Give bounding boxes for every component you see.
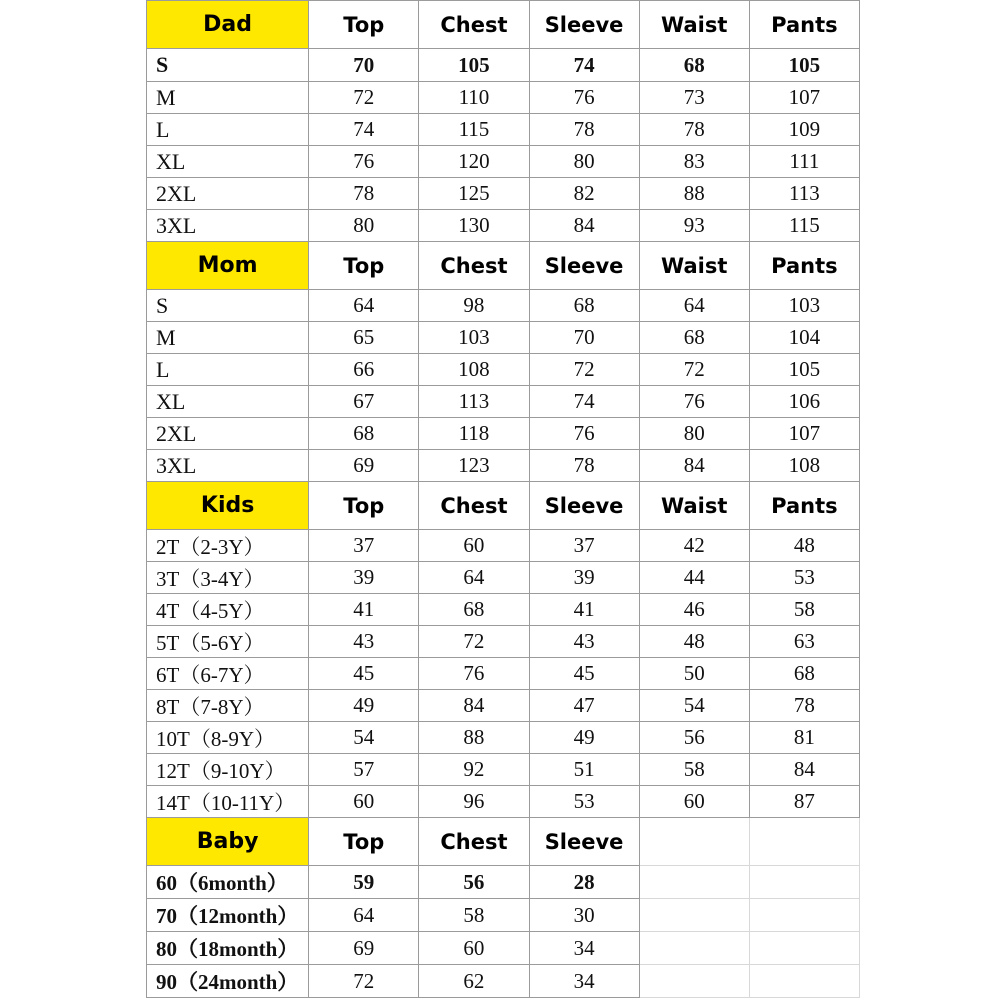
column-header-sleeve: Sleeve	[529, 818, 639, 866]
cell-sleeve: 80	[529, 146, 639, 178]
column-header-empty-1	[639, 818, 749, 866]
cell-pants: 111	[749, 146, 859, 178]
column-header-top: Top	[309, 1, 419, 49]
cell-chest: 96	[419, 786, 529, 818]
cell-sleeve: 74	[529, 49, 639, 82]
cell-sleeve: 78	[529, 114, 639, 146]
cell-chest: 105	[419, 49, 529, 82]
cell-waist: 64	[639, 290, 749, 322]
cell-sleeve: 78	[529, 450, 639, 482]
group-label-mom: Mom	[147, 242, 309, 290]
cell-sleeve: 45	[529, 658, 639, 690]
cell-pants: 84	[749, 754, 859, 786]
cell-top: 67	[309, 386, 419, 418]
column-header-sleeve: Sleeve	[529, 482, 639, 530]
cell-sleeve: 28	[529, 866, 639, 899]
cell-chest: 113	[419, 386, 529, 418]
cell-pants: 103	[749, 290, 859, 322]
table-row	[147, 899, 860, 932]
group-label-baby: Baby	[147, 818, 309, 866]
cell-top: 49	[309, 690, 419, 722]
cell-top: 54	[309, 722, 419, 754]
cell-top: 66	[309, 354, 419, 386]
cell-sleeve: 30	[529, 899, 639, 932]
cell-sleeve: 34	[529, 965, 639, 998]
cell-waist: 84	[639, 450, 749, 482]
cell-sleeve: 70	[529, 322, 639, 354]
cell-chest: 60	[419, 932, 529, 965]
column-header-chest: Chest	[419, 482, 529, 530]
row-label: XL	[147, 386, 309, 418]
cell-top: 41	[309, 594, 419, 626]
cell-waist: 88	[639, 178, 749, 210]
row-label: S	[147, 49, 309, 82]
table-row	[147, 754, 860, 786]
table-row	[147, 386, 860, 418]
cell-chest: 98	[419, 290, 529, 322]
cell-chest: 130	[419, 210, 529, 242]
cell-top: 45	[309, 658, 419, 690]
cell-top: 69	[309, 450, 419, 482]
row-label: 3XL	[147, 450, 309, 482]
cell-top: 64	[309, 899, 419, 932]
column-header-pants: Pants	[749, 482, 859, 530]
row-label: M	[147, 322, 309, 354]
cell-chest: 108	[419, 354, 529, 386]
row-label: 12T（9-10Y）	[147, 754, 309, 786]
row-label: 6T（6-7Y）	[147, 658, 309, 690]
cell-empty-1	[639, 899, 749, 932]
cell-top: 39	[309, 562, 419, 594]
cell-sleeve: 53	[529, 786, 639, 818]
table-row	[147, 178, 860, 210]
cell-chest: 115	[419, 114, 529, 146]
cell-pants: 68	[749, 658, 859, 690]
cell-pants: 108	[749, 450, 859, 482]
row-label: M	[147, 82, 309, 114]
cell-top: 74	[309, 114, 419, 146]
cell-chest: 118	[419, 418, 529, 450]
column-header-pants: Pants	[749, 242, 859, 290]
cell-top: 78	[309, 178, 419, 210]
cell-waist: 72	[639, 354, 749, 386]
section-header-kids	[147, 482, 860, 530]
table-row	[147, 786, 860, 818]
cell-waist: 93	[639, 210, 749, 242]
cell-waist: 68	[639, 322, 749, 354]
table-row	[147, 210, 860, 242]
column-header-pants: Pants	[749, 1, 859, 49]
cell-pants: 115	[749, 210, 859, 242]
cell-pants: 53	[749, 562, 859, 594]
group-label-kids: Kids	[147, 482, 309, 530]
row-label: L	[147, 354, 309, 386]
cell-pants: 107	[749, 82, 859, 114]
cell-chest: 60	[419, 530, 529, 562]
table-row	[147, 450, 860, 482]
column-header-waist: Waist	[639, 482, 749, 530]
cell-chest: 92	[419, 754, 529, 786]
cell-sleeve: 37	[529, 530, 639, 562]
row-label: 70（12month）	[147, 899, 309, 932]
table-row	[147, 690, 860, 722]
cell-pants: 113	[749, 178, 859, 210]
cell-top: 72	[309, 82, 419, 114]
cell-sleeve: 68	[529, 290, 639, 322]
cell-top: 70	[309, 49, 419, 82]
cell-pants: 105	[749, 354, 859, 386]
column-header-top: Top	[309, 242, 419, 290]
cell-sleeve: 74	[529, 386, 639, 418]
cell-pants: 107	[749, 418, 859, 450]
table-row	[147, 965, 860, 998]
cell-chest: 64	[419, 562, 529, 594]
table-row	[147, 354, 860, 386]
table-row	[147, 866, 860, 899]
cell-chest: 76	[419, 658, 529, 690]
cell-empty-1	[639, 965, 749, 998]
cell-top: 76	[309, 146, 419, 178]
cell-sleeve: 84	[529, 210, 639, 242]
cell-sleeve: 82	[529, 178, 639, 210]
row-label: 90（24month）	[147, 965, 309, 998]
cell-pants: 63	[749, 626, 859, 658]
size-chart-table	[146, 0, 860, 998]
cell-pants: 106	[749, 386, 859, 418]
cell-waist: 73	[639, 82, 749, 114]
cell-top: 37	[309, 530, 419, 562]
table-row	[147, 562, 860, 594]
group-label-dad: Dad	[147, 1, 309, 49]
cell-sleeve: 72	[529, 354, 639, 386]
section-header-mom	[147, 242, 860, 290]
cell-chest: 58	[419, 899, 529, 932]
table-row	[147, 418, 860, 450]
row-label: 14T（10-11Y）	[147, 786, 309, 818]
row-label: 3T（3-4Y）	[147, 562, 309, 594]
column-header-top: Top	[309, 482, 419, 530]
cell-chest: 62	[419, 965, 529, 998]
cell-chest: 72	[419, 626, 529, 658]
cell-chest: 88	[419, 722, 529, 754]
cell-top: 64	[309, 290, 419, 322]
table-row	[147, 290, 860, 322]
cell-waist: 44	[639, 562, 749, 594]
cell-top: 65	[309, 322, 419, 354]
cell-waist: 46	[639, 594, 749, 626]
table-row	[147, 530, 860, 562]
cell-chest: 125	[419, 178, 529, 210]
cell-sleeve: 76	[529, 418, 639, 450]
cell-top: 43	[309, 626, 419, 658]
cell-chest: 110	[419, 82, 529, 114]
cell-waist: 76	[639, 386, 749, 418]
cell-waist: 50	[639, 658, 749, 690]
cell-top: 68	[309, 418, 419, 450]
cell-top: 57	[309, 754, 419, 786]
cell-pants: 78	[749, 690, 859, 722]
cell-sleeve: 34	[529, 932, 639, 965]
cell-top: 59	[309, 866, 419, 899]
table-row	[147, 722, 860, 754]
cell-top: 60	[309, 786, 419, 818]
row-label: 2T（2-3Y）	[147, 530, 309, 562]
cell-pants: 109	[749, 114, 859, 146]
table-row	[147, 146, 860, 178]
cell-top: 69	[309, 932, 419, 965]
cell-sleeve: 39	[529, 562, 639, 594]
row-label: 4T（4-5Y）	[147, 594, 309, 626]
column-header-waist: Waist	[639, 242, 749, 290]
cell-waist: 78	[639, 114, 749, 146]
cell-waist: 42	[639, 530, 749, 562]
cell-sleeve: 47	[529, 690, 639, 722]
cell-chest: 120	[419, 146, 529, 178]
section-header-baby	[147, 818, 860, 866]
table-row	[147, 658, 860, 690]
cell-chest: 103	[419, 322, 529, 354]
cell-waist: 83	[639, 146, 749, 178]
row-label: 10T（8-9Y）	[147, 722, 309, 754]
cell-pants: 104	[749, 322, 859, 354]
column-header-waist: Waist	[639, 1, 749, 49]
cell-chest: 56	[419, 866, 529, 899]
table-row	[147, 594, 860, 626]
table-row	[147, 114, 860, 146]
row-label: 3XL	[147, 210, 309, 242]
cell-waist: 54	[639, 690, 749, 722]
cell-chest: 84	[419, 690, 529, 722]
column-header-empty-2	[749, 818, 859, 866]
table-row	[147, 626, 860, 658]
cell-top: 80	[309, 210, 419, 242]
row-label: L	[147, 114, 309, 146]
column-header-chest: Chest	[419, 818, 529, 866]
cell-waist: 68	[639, 49, 749, 82]
column-header-sleeve: Sleeve	[529, 242, 639, 290]
cell-waist: 58	[639, 754, 749, 786]
cell-pants: 81	[749, 722, 859, 754]
cell-waist: 80	[639, 418, 749, 450]
column-header-top: Top	[309, 818, 419, 866]
column-header-chest: Chest	[419, 1, 529, 49]
cell-waist: 48	[639, 626, 749, 658]
cell-top: 72	[309, 965, 419, 998]
row-label: 60（6month）	[147, 866, 309, 899]
cell-sleeve: 41	[529, 594, 639, 626]
row-label: 5T（5-6Y）	[147, 626, 309, 658]
cell-empty-1	[639, 932, 749, 965]
cell-chest: 123	[419, 450, 529, 482]
cell-sleeve: 76	[529, 82, 639, 114]
row-label: 2XL	[147, 418, 309, 450]
row-label: 2XL	[147, 178, 309, 210]
cell-waist: 60	[639, 786, 749, 818]
cell-empty-1	[639, 866, 749, 899]
cell-sleeve: 51	[529, 754, 639, 786]
cell-sleeve: 49	[529, 722, 639, 754]
cell-chest: 68	[419, 594, 529, 626]
cell-pants: 48	[749, 530, 859, 562]
row-label: XL	[147, 146, 309, 178]
row-label: 80（18month）	[147, 932, 309, 965]
section-header-dad	[147, 1, 860, 49]
table-row	[147, 322, 860, 354]
row-label: 8T（7-8Y）	[147, 690, 309, 722]
table-row	[147, 82, 860, 114]
cell-empty-2	[749, 866, 859, 899]
cell-pants: 87	[749, 786, 859, 818]
cell-pants: 105	[749, 49, 859, 82]
table-row	[147, 49, 860, 82]
cell-pants: 58	[749, 594, 859, 626]
cell-sleeve: 43	[529, 626, 639, 658]
column-header-sleeve: Sleeve	[529, 1, 639, 49]
row-label: S	[147, 290, 309, 322]
cell-empty-2	[749, 932, 859, 965]
column-header-chest: Chest	[419, 242, 529, 290]
cell-empty-2	[749, 899, 859, 932]
cell-waist: 56	[639, 722, 749, 754]
table-row	[147, 932, 860, 965]
cell-empty-2	[749, 965, 859, 998]
